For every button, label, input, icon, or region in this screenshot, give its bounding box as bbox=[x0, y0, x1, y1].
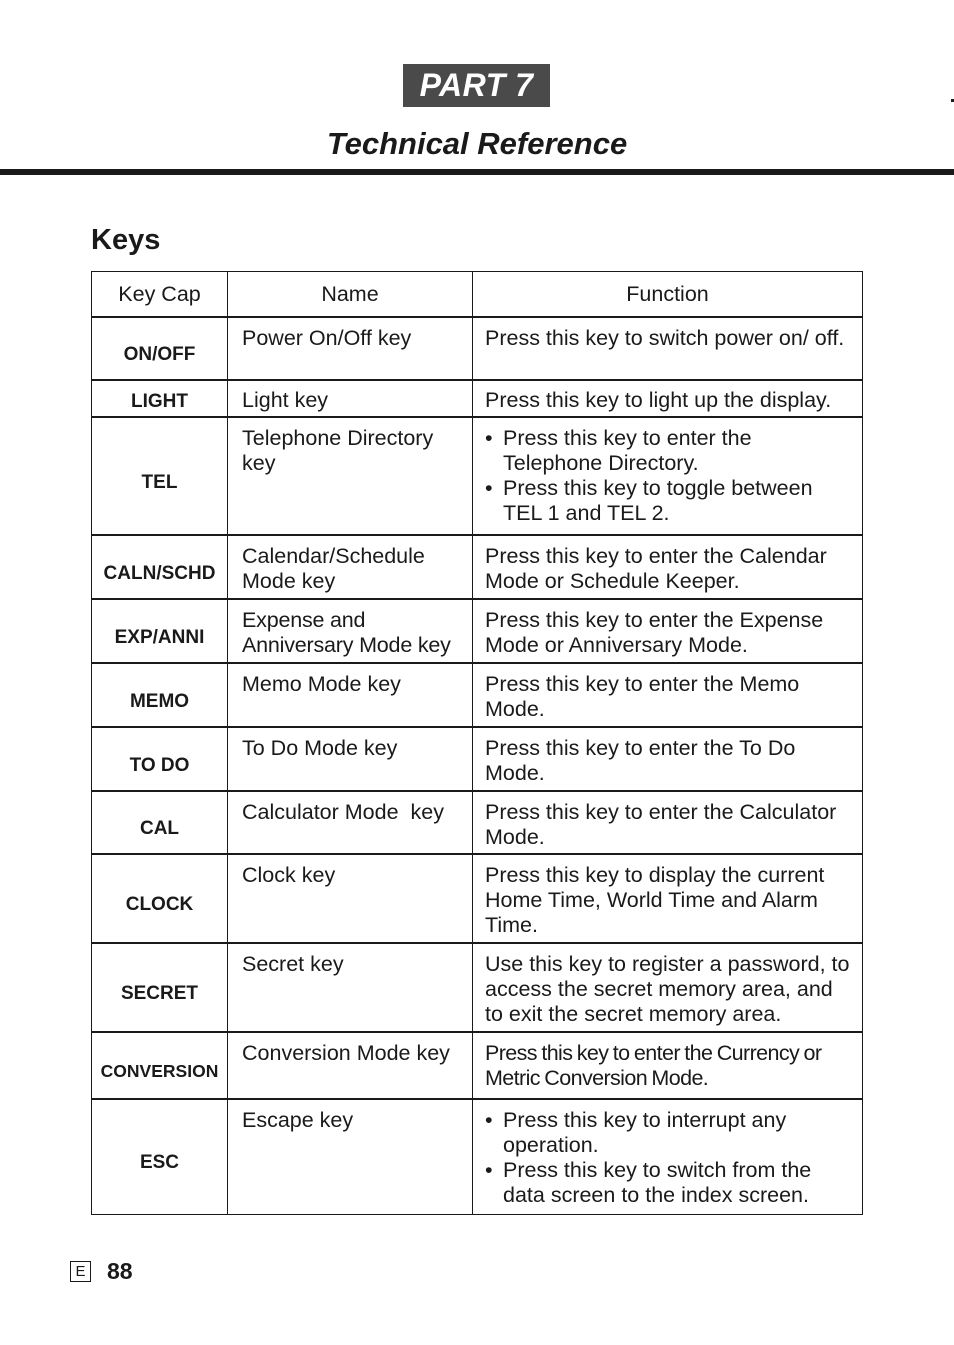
function-bullet-list bbox=[485, 426, 854, 526]
key-cap: ON/OFF bbox=[92, 317, 228, 380]
key-function: Press this key to display the current Home Time, World Time and Alarm Time. bbox=[473, 854, 863, 943]
key-function: Press this key to enter the Expense Mode or Anniversary Mode. bbox=[473, 599, 863, 663]
key-name: Conversion Mode key bbox=[228, 1032, 473, 1099]
table-row bbox=[92, 791, 863, 854]
key-cap: CONVERSION bbox=[92, 1032, 228, 1099]
table-row bbox=[92, 663, 863, 727]
column-header-name: Name bbox=[228, 272, 473, 318]
key-function: Press this key to enter the Currency or Metric Conversion Mode. bbox=[473, 1032, 863, 1099]
table-row bbox=[92, 380, 863, 417]
title-rule bbox=[0, 169, 954, 175]
key-function: Press this key to enter the Calendar Mode or Schedule Keeper. bbox=[473, 535, 863, 599]
table-header-row bbox=[92, 272, 863, 318]
key-function: Press this key to switch power on/ off. bbox=[473, 317, 863, 380]
function-bullet-list bbox=[485, 1108, 854, 1208]
table-row bbox=[92, 417, 863, 535]
key-name: Power On/Off key bbox=[228, 317, 473, 380]
key-cap: CLOCK bbox=[92, 854, 228, 943]
page-title: Technical Reference bbox=[326, 126, 628, 161]
key-name: Secret key bbox=[228, 943, 473, 1032]
table-row bbox=[92, 317, 863, 380]
key-name: Light key bbox=[228, 380, 473, 417]
key-function bbox=[473, 1099, 863, 1214]
language-marker: E bbox=[70, 1261, 91, 1282]
key-cap: LIGHT bbox=[92, 380, 228, 417]
key-function bbox=[473, 417, 863, 535]
part-badge: PART 7 bbox=[403, 64, 550, 107]
table-row bbox=[92, 854, 863, 943]
key-function: Press this key to enter the To Do Mode. bbox=[473, 727, 863, 791]
key-name: Memo Mode key bbox=[228, 663, 473, 727]
key-function: Press this key to enter the Calculator Mode. bbox=[473, 791, 863, 854]
key-name: Expense and Anniversary Mode key bbox=[228, 599, 473, 663]
column-header-key-cap: Key Cap bbox=[92, 272, 228, 318]
table-row bbox=[92, 1099, 863, 1214]
key-cap: MEMO bbox=[92, 663, 228, 727]
key-name: Calculator Mode key bbox=[228, 791, 473, 854]
keys-table bbox=[91, 271, 863, 1215]
key-cap: TO DO bbox=[92, 727, 228, 791]
page-number: 88 bbox=[107, 1258, 133, 1284]
function-bullet: • Press this key to toggle between TEL 1 and TEL 2. bbox=[485, 476, 854, 526]
key-cap: CAL bbox=[92, 791, 228, 854]
key-cap: SECRET bbox=[92, 943, 228, 1032]
key-function: Press this key to enter the Memo Mode. bbox=[473, 663, 863, 727]
key-cap: ESC bbox=[92, 1099, 228, 1214]
key-name: Clock key bbox=[228, 854, 473, 943]
table-row bbox=[92, 727, 863, 791]
key-cap: TEL bbox=[92, 417, 228, 535]
key-name: To Do Mode key bbox=[228, 727, 473, 791]
table-row bbox=[92, 1032, 863, 1099]
key-function: Press this key to light up the display. bbox=[473, 380, 863, 417]
table-row bbox=[92, 535, 863, 599]
key-function: Use this key to register a password, to access the secret memory area, and to exit the secret memory area. bbox=[473, 943, 863, 1032]
function-bullet: • Press this key to switch from the data screen to the index screen. bbox=[485, 1158, 854, 1208]
key-cap: EXP/ANNI bbox=[92, 599, 228, 663]
function-bullet: • Press this key to interrupt any operation. bbox=[485, 1108, 854, 1158]
key-name: Escape key bbox=[228, 1099, 473, 1214]
key-name: Telephone Directory key bbox=[228, 417, 473, 535]
section-title: Keys bbox=[91, 224, 161, 256]
key-name: Calendar/Schedule Mode key bbox=[228, 535, 473, 599]
table-row bbox=[92, 599, 863, 663]
key-cap: CALN/SCHD bbox=[92, 535, 228, 599]
function-bullet: • Press this key to enter the Telephone Directory. bbox=[485, 426, 854, 476]
column-header-function: Function bbox=[473, 272, 863, 318]
table-row bbox=[92, 943, 863, 1032]
